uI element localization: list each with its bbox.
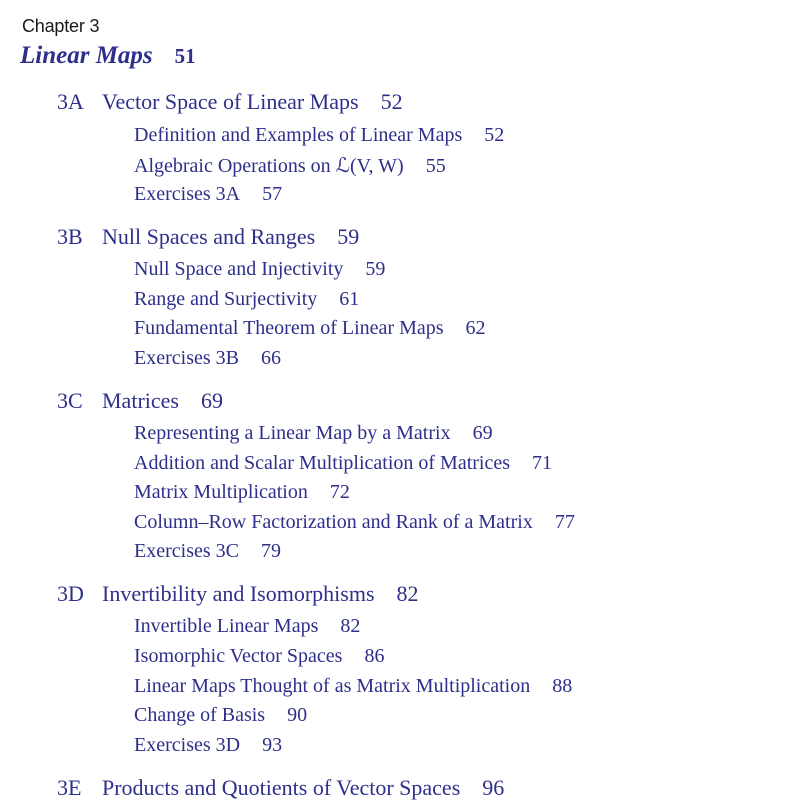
entry-title: Range and Surjectivity (134, 288, 318, 310)
section-number: 3A (57, 89, 84, 114)
entry-page: 72 (329, 481, 350, 503)
section-page: 96 (482, 775, 505, 800)
toc-entry[interactable] (134, 347, 281, 370)
section-title: Matrices (102, 388, 179, 413)
section-3a[interactable] (57, 89, 403, 115)
entry-title: Exercises 3B (134, 347, 239, 369)
section-title: Products and Quotients of Vector Spaces (102, 775, 461, 800)
entry-page: 61 (339, 288, 360, 310)
section-title: Invertibility and Isomorphisms (102, 581, 375, 606)
entry-page: 86 (364, 645, 385, 667)
entry-title: Isomorphic Vector Spaces (134, 645, 343, 667)
toc-entry[interactable] (134, 452, 552, 475)
entry-title: Exercises 3A (134, 183, 241, 205)
section-3b[interactable] (57, 224, 359, 250)
toc-entry[interactable] (134, 124, 504, 147)
entry-page: 77 (554, 511, 575, 533)
entry-title: Column–Row Factorization and Rank of a Matrix (134, 511, 533, 533)
toc-entry[interactable] (134, 615, 360, 638)
entry-title: Exercises 3D (134, 734, 241, 756)
entry-page: 57 (262, 183, 283, 205)
entry-title: Representing a Linear Map by a Matrix (134, 422, 451, 444)
section-number: 3E (57, 775, 82, 800)
toc-entry[interactable] (134, 422, 493, 445)
toc-entry[interactable] (134, 540, 281, 563)
section-3c[interactable] (57, 388, 223, 414)
section-3e[interactable] (57, 775, 504, 801)
entry-title: Null Space and Injectivity (134, 258, 344, 280)
entry-page: 66 (260, 347, 281, 369)
entry-page: 62 (465, 317, 486, 339)
section-page: 52 (380, 89, 403, 114)
chapter-label: Chapter 3 (22, 16, 100, 36)
toc-entry[interactable] (134, 481, 350, 504)
entry-title: Fundamental Theorem of Linear Maps (134, 317, 444, 339)
entry-page: 79 (260, 540, 281, 562)
section-page: 82 (396, 581, 419, 606)
section-page: 59 (337, 224, 360, 249)
entry-page: 55 (425, 155, 446, 177)
entry-title: Change of Basis (134, 704, 266, 726)
toc-entry[interactable] (134, 183, 282, 206)
entry-page: 52 (484, 124, 505, 146)
entry-page: 93 (262, 734, 283, 756)
entry-title: Linear Maps Thought of as Matrix Multiplication (134, 675, 531, 697)
entry-title: Invertible Linear Maps (134, 615, 319, 637)
toc-entry[interactable] (134, 153, 446, 178)
toc-entry[interactable] (134, 511, 575, 534)
toc-entry[interactable] (134, 734, 282, 757)
chapter-title (20, 42, 196, 70)
entry-page: 59 (365, 258, 386, 280)
toc-entry[interactable] (134, 645, 384, 668)
section-3d[interactable] (57, 581, 419, 607)
entry-title: Exercises 3C (134, 540, 239, 562)
entry-page: 82 (340, 615, 361, 637)
entry-title: Definition and Examples of Linear Maps (134, 124, 463, 146)
entry-page: 69 (472, 422, 493, 444)
toc-entry[interactable] (134, 258, 385, 281)
toc-entry[interactable] (134, 704, 307, 727)
entry-page: 71 (532, 452, 553, 474)
section-title: Vector Space of Linear Maps (102, 89, 359, 114)
section-number: 3B (57, 224, 83, 249)
section-title: Null Spaces and Ranges (102, 224, 316, 249)
entry-title: Matrix Multiplication (134, 481, 308, 503)
toc-entry[interactable] (134, 675, 572, 698)
section-page: 69 (200, 388, 223, 413)
entry-title: Algebraic Operations on ℒ(V, W) (134, 155, 404, 177)
entry-title: Addition and Scalar Multiplication of Matrices (134, 452, 511, 474)
chapter-page-number: 51 (174, 44, 196, 68)
section-number: 3D (57, 581, 84, 606)
toc-entry[interactable] (134, 317, 486, 340)
chapter-title-text: Linear Maps (20, 42, 153, 69)
section-number: 3C (57, 388, 83, 413)
entry-page: 90 (287, 704, 308, 726)
entry-page: 88 (552, 675, 573, 697)
toc-entry[interactable] (134, 288, 359, 311)
